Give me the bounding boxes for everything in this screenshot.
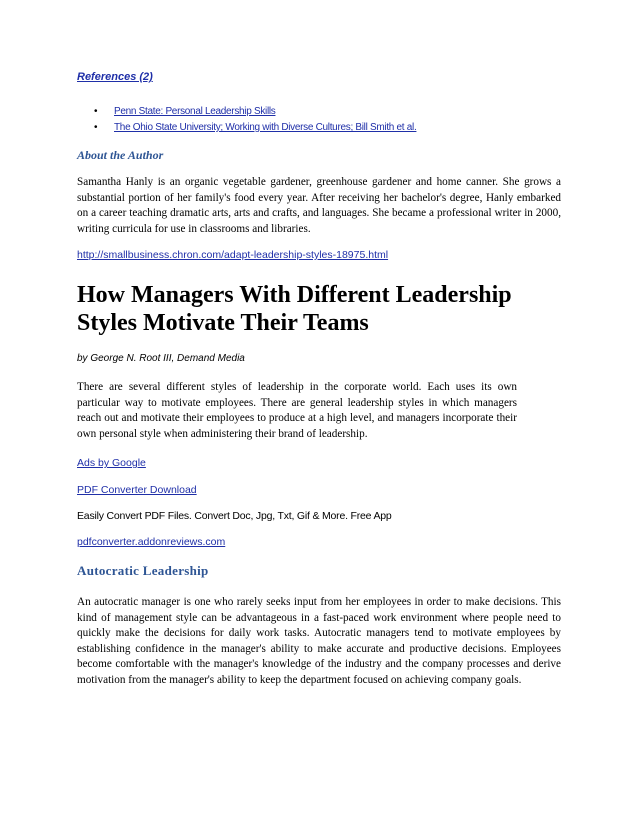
ad-title-link[interactable]: PDF Converter Download xyxy=(77,484,197,496)
article-title: How Managers With Different Leadership Styles Motivate Their Teams xyxy=(77,282,512,336)
bullet-icon: • xyxy=(94,106,98,117)
references-list xyxy=(94,104,416,136)
reference-link-ohio-state[interactable]: The Ohio State University; Working with Diverse Cultures; Bill Smith et al. xyxy=(114,122,417,133)
autocratic-body: An autocratic manager is one who rarely seeks input from her employees in order to make decisions. This kind of management style can be advantageous in a fast-paced work environment where people need to quickly make the decisions for daily work tasks. Autocratic managers tend to motivate employees by establishing confidence in the manager's ability to make accurate and productive decisions. Employees become comfortable with the manager's knowledge of the industry and the company processes and derive motivation from the manager's ability to keep the department focused on achieving company goals. xyxy=(77,596,561,686)
about-author-heading: About the Author xyxy=(77,148,164,162)
references-heading[interactable]: References (2) xyxy=(77,71,153,83)
article-byline: by George N. Root III, Demand Media xyxy=(77,353,245,364)
article-intro: There are several different styles of leadership in the corporate world. Each uses its own particular way to motivate employees. There are general leadership styles in which managers reach out and motivate their employees to produce at a high level, and managers incorporate their own personal style when administering their brand of leadership. xyxy=(77,381,517,440)
ads-by-google-link[interactable]: Ads by Google xyxy=(77,457,146,469)
list-item xyxy=(94,120,416,136)
ad-url-link[interactable]: pdfconverter.addonreviews.com xyxy=(77,536,226,548)
bullet-icon: • xyxy=(94,122,98,133)
about-author-body: Samantha Hanly is an organic vegetable gardener, greenhouse gardener and home canner. She grows a substantial portion of her family's food every year. After receiving her bachelor's degree, Hanly embarked on a career teaching dramatic arts, arts and crafts, and languages. She became a professional writer in 2000, writing curricula for use in classrooms and libraries. xyxy=(77,176,561,235)
ad-description: Easily Convert PDF Files. Convert Doc, Jpg, Txt, Gif & More. Free App xyxy=(77,510,392,522)
source-url-link[interactable]: http://smallbusiness.chron.com/adapt-leadership-styles-18975.html xyxy=(77,249,389,261)
reference-link-penn-state[interactable]: Penn State: Personal Leadership Skills xyxy=(114,106,276,117)
section-heading-autocratic: Autocratic Leadership xyxy=(77,563,209,578)
list-item xyxy=(94,104,416,120)
